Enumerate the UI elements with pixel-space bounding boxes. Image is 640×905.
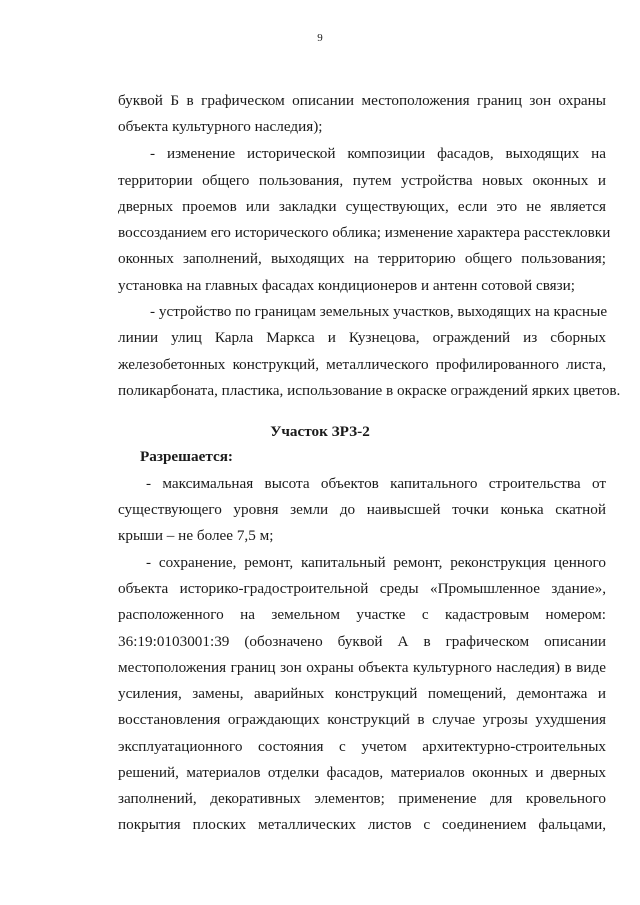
text-line: решений, материалов отделки фасадов, материалов оконных и дверных (118, 764, 606, 781)
text-line: усиления, замены, аварийных конструкций помещений, демонтажа и (118, 685, 606, 702)
text-line: воссозданием его исторического облика; изменение характера расстекловки (118, 224, 611, 241)
text-line: объекта культурного наследия); (118, 118, 323, 135)
text-line: буквой Б в графическом описании местоположения границ зон охраны (118, 92, 606, 109)
subheading: Разрешается: (140, 448, 233, 465)
text-line: местоположения границ зон охраны объекта культурного наследия) в виде (118, 659, 606, 676)
section-heading: Участок ЗРЗ-2 (270, 423, 370, 440)
text-line: восстановления ограждающих конструкций в случае угрозы ухудшения (118, 711, 606, 728)
text-line: - устройство по границам земельных участков, выходящих на красные (150, 303, 608, 320)
text-line: крыши – не более 7,5 м; (118, 527, 274, 544)
text-line: расположенного на земельном участке с кадастровым номером: (118, 606, 606, 623)
text-line: существующего уровня земли до наивысшей точки конька скатной (118, 501, 606, 518)
text-line: 36:19:0103001:39 (обозначено буквой А в графическом описании (118, 633, 606, 650)
text-line: оконных заполнений, выходящих на территорию общего пользования; (118, 250, 606, 267)
text-line: установка на главных фасадах кондиционеров и антенн сотовой связи; (118, 277, 575, 294)
text-line: линии улиц Карла Маркса и Кузнецова, ограждений из сборных (118, 329, 606, 346)
text-line: покрытия плоских металлических листов с соединением фальцами, (118, 816, 606, 833)
text-line: - максимальная высота объектов капитального строительства от (146, 475, 606, 492)
text-line: поликарбоната, пластика, использование в окраске ограждений ярких цветов. (118, 382, 621, 399)
text-line: железобетонных конструкций, металлического профилированного листа, (118, 356, 606, 373)
text-line: объекта историко-градостроительной среды «Промышленное здание», (118, 580, 606, 597)
text-line: заполнений, декоративных элементов; применение для кровельного (118, 790, 606, 807)
text-line: - изменение исторической композиции фасадов, выходящих на (150, 145, 606, 162)
page-number: 9 (317, 32, 323, 44)
text-line: дверных проемов или закладки существующих, если это не является (118, 198, 606, 215)
text-line: территории общего пользования, путем устройства новых оконных и (118, 172, 606, 189)
text-line: эксплуатационного состояния с учетом архитектурно-строительных (118, 738, 606, 755)
text-line: - сохранение, ремонт, капитальный ремонт, реконструкция ценного (146, 554, 606, 571)
